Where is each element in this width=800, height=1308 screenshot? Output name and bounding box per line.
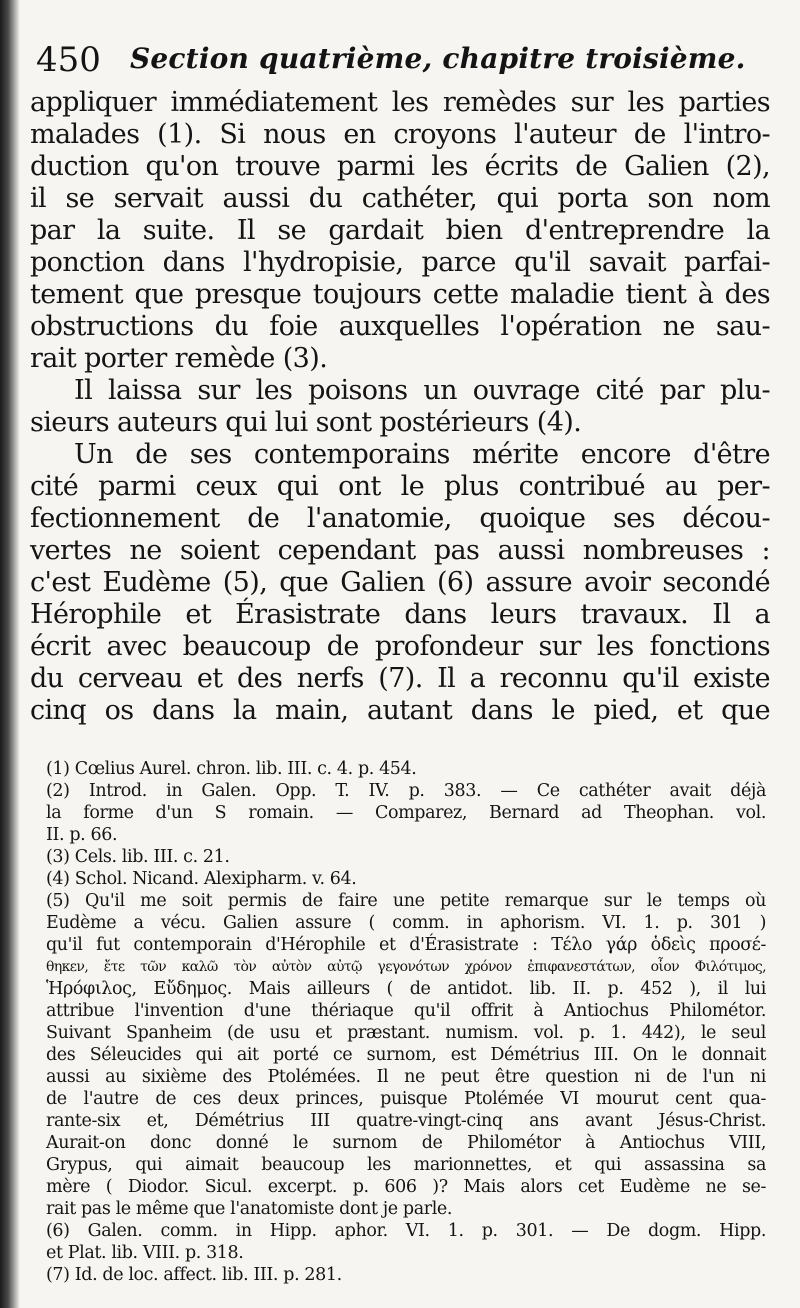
footnote-line: Aurait-on donc donné le surnom de Philométor à Antiochus VIII,: [46, 1133, 766, 1153]
text-line: Un de ses contemporains mérite encore d'être: [74, 439, 770, 470]
page-number: 450: [36, 40, 101, 80]
page-header: [34, 40, 784, 90]
text-line: sieurs auteurs qui lui sont postérieurs (4).: [30, 407, 582, 438]
footnote-line: Ἡρόφιλος, Εὔδημος. Mais ailleurs ( de antidot. lib. II. p. 452 ), il lui: [46, 979, 766, 999]
footnote-line: et Plat. lib. VIII. p. 318.: [46, 1243, 244, 1263]
footnote-line: (5) Qu'il me soit permis de faire une petite remarque sur le temps où: [46, 891, 766, 911]
footnote-line: attribue l'invention d'une thériaque qu'il offrit à Antiochus Philométor.: [46, 1001, 766, 1021]
text-line: cinq os dans la main, autant dans le pied, et que: [30, 695, 770, 726]
footnote-line: mère ( Diodor. Sicul. excerpt. p. 606 )? Mais alors cet Eudème ne se-: [46, 1177, 766, 1197]
footnote-line: la forme d'un S romain. — Comparez, Bernard ad Theophan. vol.: [46, 803, 766, 823]
running-title: Section quatrième, chapitre troisième.: [130, 42, 746, 75]
text-line: cité parmi ceux qui ont le plus contribué au per-: [30, 471, 770, 502]
footnote-line: de l'autre de ces deux princes, puisque Ptolémée VI mourut cent qua-: [46, 1089, 766, 1109]
footnote-line: rait pas le même que l'anatomiste dont je parle.: [46, 1199, 453, 1219]
text-line: vertes ne soient cependant pas aussi nombreuses :: [30, 535, 770, 566]
footnote-line: des Séleucides qui ait porté ce surnom, est Démétrius III. On le donnait: [46, 1045, 766, 1065]
text-line: malades (1). Si nous en croyons l'auteur de l'intro-: [30, 119, 770, 150]
text-line: duction qu'on trouve parmi les écrits de Galien (2),: [30, 151, 770, 182]
text-line: il se servait aussi du cathéter, qui porta son nom: [30, 183, 770, 214]
text-line: écrit avec beaucoup de profondeur sur les fonctions: [30, 631, 770, 662]
footnote-line: (2) Introd. in Galen. Opp. T. IV. p. 383. — Ce cathéter avait déjà: [46, 781, 766, 801]
footnote-line: qu'il fut contemporain d'Hérophile et d'Érasistrate : Τέλο γάρ ὁδεὶς προσέ-: [46, 935, 766, 955]
text-line: fectionnement de l'anatomie, quoique ses décou-: [30, 503, 770, 534]
text-line: ponction dans l'hydropisie, parce qu'il savait parfai-: [30, 247, 770, 278]
text-line: par la suite. Il se gardait bien d'entreprendre la: [30, 215, 770, 246]
text-line: c'est Eudème (5), que Galien (6) assure avoir secondé: [30, 567, 770, 598]
footnote-line: II. p. 66.: [46, 825, 118, 845]
text-line: rait porter remède (3).: [30, 343, 328, 374]
text-line: appliquer immédiatement les remèdes sur les parties: [30, 87, 770, 118]
footnote-line: Eudème a vécu. Galien assure ( comm. in aphorism. VI. 1. p. 301 ): [46, 913, 766, 933]
footnote-line: rante-six et, Démétrius III quatre-vingt-cinq ans avant Jésus-Christ.: [46, 1111, 766, 1131]
footnote-line-greek: θηκεν, ἔτε τῶν καλῶ τὸν αὐτὸν αὐτῷ γεγονότων χρόνον ἐπιφανεστάτων, οἷον Φιλότιμος,: [46, 959, 766, 975]
text-line: Hérophile et Érasistrate dans leurs travaux. Il a: [30, 599, 770, 630]
text-line: tement que presque toujours cette maladie tient à des: [30, 279, 770, 310]
footnote-line: Suivant Spanheim (de usu et præstant. numism. vol. p. 1. 442), le seul: [46, 1023, 766, 1043]
footnote-line: (4) Schol. Nicand. Alexipharm. v. 64.: [46, 869, 357, 889]
page-gutter-shadow: [0, 0, 20, 1308]
footnote-line: (7) Id. de loc. affect. lib. III. p. 281.: [46, 1265, 342, 1285]
text-line: obstructions du foie auxquelles l'opération ne sau-: [30, 311, 770, 342]
text-line: Il laissa sur les poisons un ouvrage cité par plu-: [74, 375, 770, 406]
footnote-line: Grypus, qui aimait beaucoup les marionnettes, et qui assassina sa: [46, 1155, 766, 1175]
footnote-line: (1) Cœlius Aurel. chron. lib. III. c. 4. p. 454.: [46, 759, 417, 779]
footnote-line: aussi au sixième des Ptolémées. Il ne peut être question ni de l'un ni: [46, 1067, 766, 1087]
footnote-line: (3) Cels. lib. III. c. 21.: [46, 847, 230, 867]
footnote-line: (6) Galen. comm. in Hipp. aphor. VI. 1. p. 301. — De dogm. Hipp.: [46, 1221, 766, 1241]
text-line: du cerveau et des nerfs (7). Il a reconnu qu'il existe: [30, 663, 770, 694]
